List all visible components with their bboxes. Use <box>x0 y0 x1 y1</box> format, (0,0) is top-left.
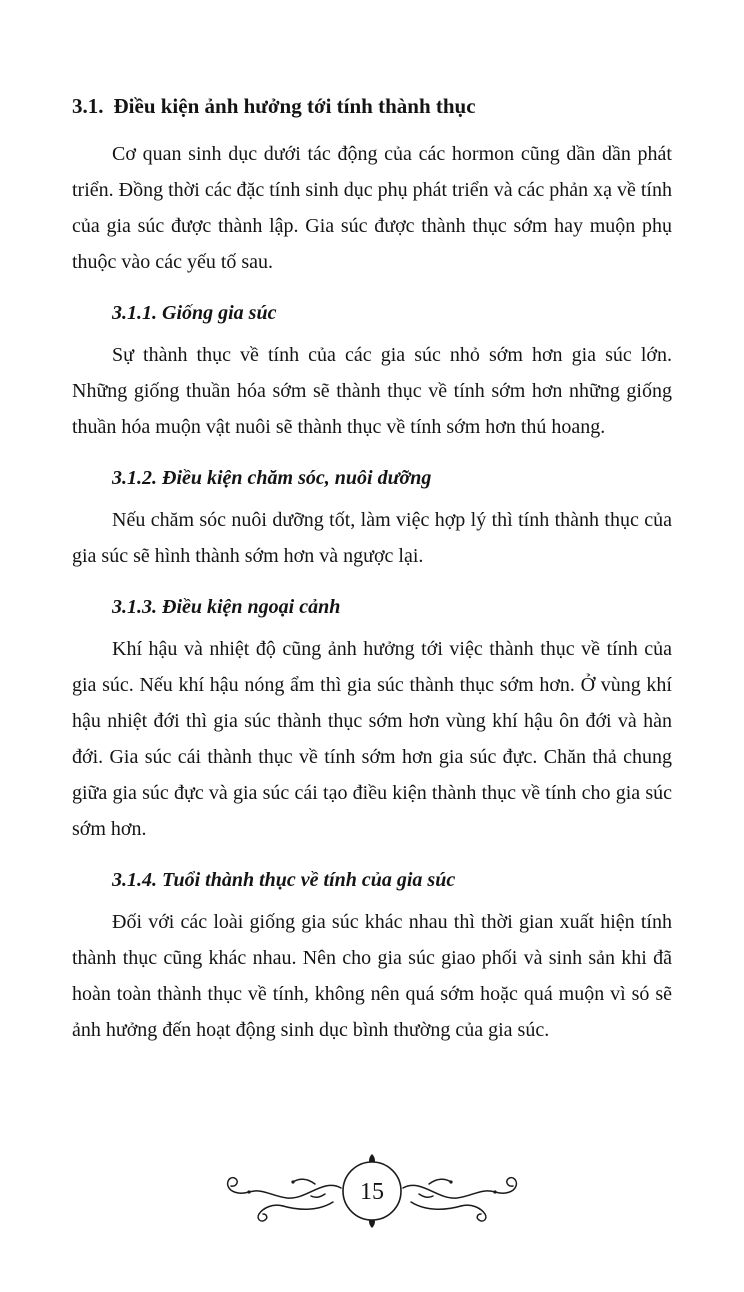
subsection-heading-3: 3.1.3. Điều kiện ngoại cảnh <box>112 596 341 619</box>
subsection-heading-1: 3.1.1. Giống gia súc <box>112 302 277 325</box>
section-heading-title: Điều kiện ảnh hưởng tới tính thành thục <box>113 94 476 118</box>
subsection-paragraph-1: Sự thành thục về tính của các gia súc nhỏ sớm hơn gia súc lớn. Những giống thuần hóa sớm sẽ thành thục về tính sớm hơn những giống thuần hóa muộn vật nuôi sẽ thành thục về tính sớm hơn thú hoang. <box>72 344 672 439</box>
intro-paragraph: Cơ quan sinh dục dưới tác động của các hormon cũng dần dần phát triển. Đồng thời các đặc tính sinh dục phụ phát triển và các phản xạ về tính của gia súc được thành lập. Gia súc được thành thục sớm hay muộn phụ thuộc vào các yếu tố sau. <box>72 143 672 274</box>
subsection-paragraph-2: Nếu chăm sóc nuôi dưỡng tốt, làm việc hợp lý thì tính thành thục của gia súc sẽ hình thành sớm hơn và ngược lại. <box>72 509 672 568</box>
footer-flourish-ornament <box>207 1148 537 1234</box>
subsection-heading-4: 3.1.4. Tuổi thành thục về tính của gia súc <box>112 869 456 892</box>
page-number: 15 <box>360 1179 384 1205</box>
subsection-paragraph-3: Khí hậu và nhiệt độ cũng ảnh hưởng tới việc thành thục về tính của gia súc. Nếu khí hậu nóng ẩm thì gia súc thành thục sớm hơn. Ở vùng khí hậu nhiệt đới thì gia súc thành thục sớm hơn vùng khí hậu ôn đới và hàn đới. Gia súc cái thành thục về tính sớm hơn gia súc đực. Chăn thả chung giữa gia súc đực và gia súc cái tạo điều kiện thành thục về tính cho gia súc sớm hơn. <box>72 638 672 841</box>
section-heading <box>72 92 672 120</box>
subsection-heading-2: 3.1.2. Điều kiện chăm sóc, nuôi dưỡng <box>112 467 432 490</box>
page-footer <box>0 1148 744 1234</box>
subsection-paragraph-4: Đối với các loài giống gia súc khác nhau thì thời gian xuất hiện tính thành thục cũng khác nhau. Nên cho gia súc giao phối và sinh sản khi đã hoàn toàn thành thục về tính, không nên quá sớm hoặc quá muộn vì só sẽ ảnh hưởng đến hoạt động sinh dục bình thường của gia súc. <box>72 911 672 1042</box>
section-heading-number: 3.1. <box>72 94 104 118</box>
